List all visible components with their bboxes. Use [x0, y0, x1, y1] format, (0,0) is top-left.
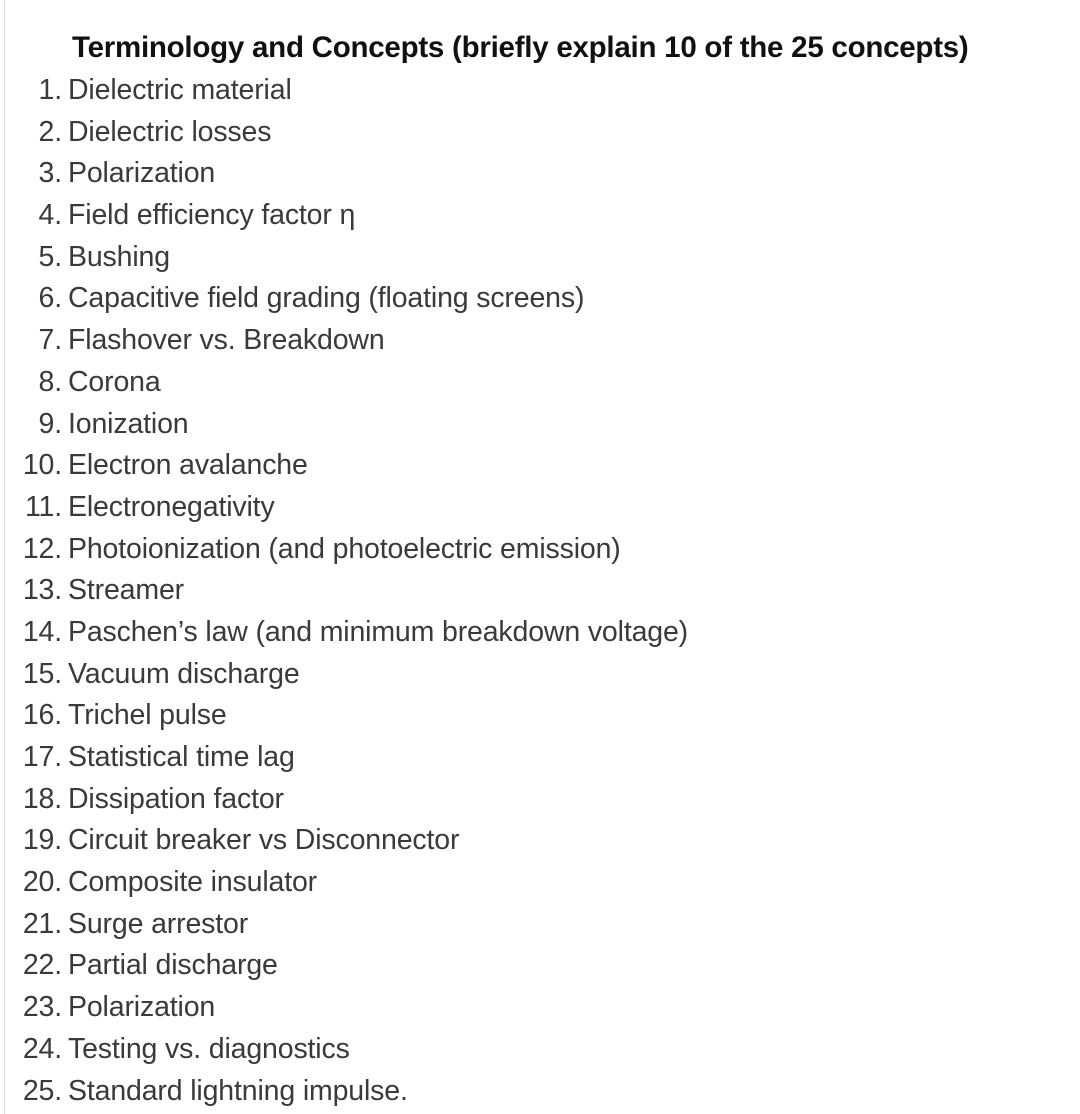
list-item — [0, 737, 1080, 779]
list-item-label: Statistical time lag — [68, 741, 295, 773]
list-item — [0, 862, 1080, 904]
list-item — [0, 1071, 1080, 1113]
list-item — [0, 529, 1080, 571]
list-item-label: Circuit breaker vs Disconnector — [68, 824, 460, 857]
list-item — [0, 487, 1080, 529]
list-item — [0, 612, 1080, 654]
list-item-number: 20. — [22, 866, 62, 899]
list-item-label: Dissipation factor — [68, 782, 284, 815]
list-item-label: Standard lightning impulse. — [68, 1074, 408, 1107]
list-item — [0, 695, 1080, 737]
list-item-number: 1. — [38, 74, 62, 106]
list-item — [0, 779, 1080, 821]
list-item-label: Corona — [68, 365, 161, 398]
list-item — [0, 362, 1080, 404]
list-item-number: 24. — [22, 1032, 62, 1065]
list-item-number: 5. — [38, 240, 62, 273]
list-item — [0, 404, 1080, 446]
list-item-number: 23. — [22, 991, 62, 1024]
list-item-label: Bushing — [68, 240, 170, 273]
list-item-number: 12. — [22, 532, 62, 565]
list-item-label: Photoionization (and photoelectric emission) — [68, 532, 621, 565]
list-item-label: Trichel pulse — [68, 699, 227, 732]
list-item-number: 10. — [22, 449, 62, 482]
list-item-label: Dielectric losses — [68, 115, 272, 148]
list-item-label: Testing vs. diagnostics — [68, 1032, 350, 1065]
list-item-number: 9. — [38, 407, 62, 440]
list-item-label: Surge arrestor — [68, 907, 249, 940]
page-title: Terminology and Concepts (briefly explain 10 of the 25 concepts) — [72, 30, 969, 64]
list-item — [0, 445, 1080, 487]
list-item-number: 15. — [22, 657, 62, 690]
list-item-label: Electronegativity — [68, 490, 275, 523]
list-item — [0, 654, 1080, 696]
list-item-number: 4. — [38, 199, 62, 232]
list-item-number: 6. — [38, 282, 62, 315]
list-item-number: 7. — [38, 324, 62, 357]
list-item-label: Flashover vs. Breakdown — [68, 324, 385, 357]
list-item-number: 22. — [22, 949, 62, 982]
list-item-number: 14. — [22, 615, 62, 648]
list-item — [0, 1029, 1080, 1071]
list-item-label: Streamer — [68, 574, 185, 607]
list-item — [0, 153, 1080, 195]
list-item — [0, 945, 1080, 987]
list-item-number: 13. — [22, 574, 62, 607]
list-item-label: Polarization — [68, 157, 216, 190]
list-item-number: 19. — [22, 824, 62, 857]
list-item-label: Capacitive field grading (floating screens) — [68, 282, 585, 315]
list-item — [0, 987, 1080, 1029]
list-item-number: 21. — [22, 907, 62, 940]
list-item-number: 18. — [22, 782, 62, 815]
list-item-number: 2. — [38, 115, 62, 148]
list-item-label: Paschen’s law (and minimum breakdown voltage) — [68, 615, 689, 648]
list-item — [0, 278, 1080, 320]
list-item — [0, 112, 1080, 154]
list-item-number: 3. — [38, 157, 62, 190]
list-item-number: 25. — [22, 1074, 62, 1107]
list-item-label: Polarization — [68, 991, 216, 1024]
list-item-label: Partial discharge — [68, 949, 278, 982]
list-item-label: Field efficiency factor η — [68, 199, 356, 232]
list-item — [0, 320, 1080, 362]
list-item-number: 17. — [22, 741, 62, 773]
list-item-label: Ionization — [68, 407, 189, 440]
concept-list — [0, 70, 1080, 1112]
list-item-label: Composite insulator — [68, 866, 318, 899]
list-item — [0, 904, 1080, 946]
list-item — [0, 820, 1080, 862]
list-item — [0, 70, 1080, 112]
list-item-label: Vacuum discharge — [68, 657, 300, 690]
list-item-number: 16. — [22, 699, 62, 732]
list-item-label: Dielectric material — [68, 74, 292, 106]
list-item-number: 11. — [24, 490, 62, 523]
list-item — [0, 570, 1080, 612]
list-item — [0, 237, 1080, 279]
list-item-label: Electron avalanche — [68, 449, 308, 482]
list-item — [0, 195, 1080, 237]
list-item-number: 8. — [38, 365, 62, 398]
